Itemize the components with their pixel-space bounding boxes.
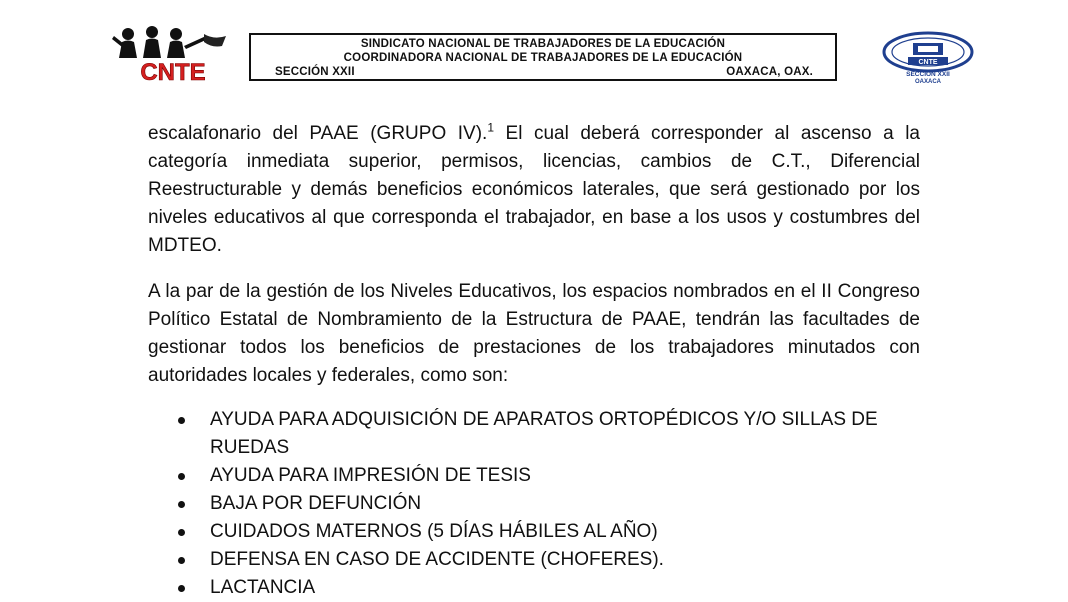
seal-section-text: SECCIÓN XXII (906, 71, 950, 78)
seccion-xxii-seal (878, 30, 978, 86)
cnte-logo-text: CNTE (140, 59, 206, 84)
paragraph-1-rest: El cual deberá corresponder al ascenso a la categoría inmediata superior, permisos, licencias, cambios de C.T., Diferencial Reestructurable y demás beneficios económicos laterales, que será gestionado por los niveles educativos al que corresponda el trabajador, en base a los usos y costumbres del MDTEO. (148, 123, 920, 256)
seal-city-text: OAXACA (914, 79, 942, 85)
header-title-box (249, 33, 837, 81)
list-item: AYUDA PARA IMPRESIÓN DE TESIS (148, 462, 920, 490)
list-item: BAJA POR DEFUNCIÓN (148, 490, 920, 518)
paragraph-1 (148, 120, 920, 260)
header-line-2: COORDINADORA NACIONAL DE TRABAJADORES DE LA EDUCACIÓN (343, 52, 743, 64)
list-item: AYUDA PARA ADQUISICIÓN DE APARATOS ORTOPÉDICOS Y/O SILLAS DE RUEDAS (148, 406, 920, 462)
list-item: DEFENSA EN CASO DE ACCIDENTE (CHOFERES). (148, 546, 920, 574)
footnote-marker[interactable]: 1 (487, 120, 495, 135)
header-location: OAXACA, OAX. (726, 66, 813, 78)
document-header (0, 0, 1068, 100)
header-line-1: SINDICATO NACIONAL DE TRABAJADORES DE LA EDUCACIÓN (360, 38, 726, 50)
list-item: CUIDADOS MATERNOS (5 DÍAS HÁBILES AL AÑO) (148, 518, 920, 546)
header-section: SECCIÓN XXII (275, 66, 355, 78)
seal-cnte-text: CNTE (918, 59, 938, 66)
benefits-list (148, 406, 920, 602)
paragraph-2: A la par de la gestión de los Niveles Educativos, los espacios nombrados en el II Congreso Político Estatal de Nombramiento de la Estructura de PAAE, tendrán las facultades de gestionar todos los beneficios de prestaciones de los trabajadores minutados con autoridades locales y federales, como son: (148, 281, 920, 386)
list-item: LACTANCIA (148, 574, 920, 602)
cnte-logo (112, 24, 234, 84)
paragraph-1-start: escalafonario del PAAE (GRUPO IV). (148, 123, 488, 144)
document-body (148, 120, 920, 390)
